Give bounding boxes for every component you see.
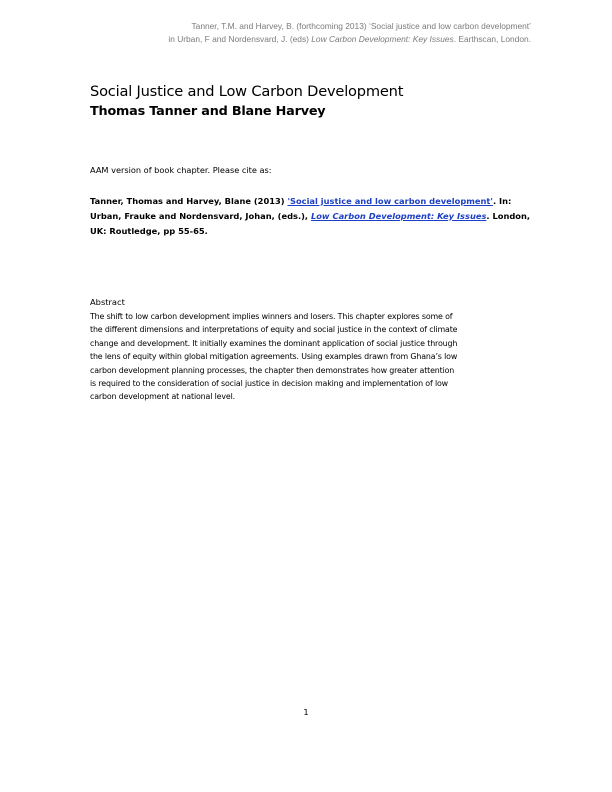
running-header	[168, 20, 531, 45]
abstract-line: is required to the consideration of social justice in decision making and implementation of low	[90, 379, 448, 389]
citation-in: . In:	[492, 196, 512, 206]
citation-line-1	[90, 194, 530, 209]
abstract-line: change and development. It initially examines the dominant application of social justice through	[90, 338, 458, 348]
cite-intro-text: AAM version of book chapter. Please cite as:	[90, 165, 272, 175]
running-header-line-2-suffix: . Earthscan, London.	[453, 33, 531, 44]
citation-line-2	[90, 209, 530, 224]
citation-line-3: UK: Routledge, pp 55-65.	[90, 225, 208, 236]
book-title-link[interactable]: Low Carbon Development: Key Issues	[310, 210, 487, 221]
document-authors: Thomas Tanner and Blane Harvey	[90, 104, 326, 119]
abstract-heading: Abstract	[90, 297, 125, 307]
citation-block	[90, 194, 530, 238]
running-header-line-2-prefix: in Urban, F and Nordensvard, J. (eds)	[168, 33, 312, 44]
chapter-title-link[interactable]: 'Social justice and low carbon development'	[287, 196, 493, 206]
citation-authors-year: Tanner, Thomas and Harvey, Blane (2013)	[90, 196, 288, 206]
running-header-line-1: Tanner, T.M. and Harvey, B. (forthcoming 2013) ‘Social justice and low carbon development’	[191, 21, 531, 31]
running-header-book-title: Low Carbon Development: Key Issues	[311, 33, 454, 44]
abstract-line: carbon development planning processes, the chapter then demonstrates how greater attention	[90, 365, 455, 375]
page-number: 1	[303, 707, 309, 717]
abstract-line: the different dimensions and interpretations of equity and social justice in the context of climate	[90, 325, 458, 335]
abstract-line: the lens of equity within global mitigation agreements. Using examples drawn from Ghana’s low	[90, 352, 458, 362]
abstract-body	[90, 310, 522, 404]
abstract-line: The shift to low carbon development implies winners and losers. This chapter explores some of	[90, 312, 453, 321]
running-header-line-2	[168, 33, 531, 46]
citation-editors: Urban, Frauke and Nordensvard, Johan, (eds.),	[90, 210, 311, 221]
citation-place: . London,	[486, 210, 531, 221]
document-title: Social Justice and Low Carbon Development	[90, 83, 404, 100]
abstract-line: carbon development at national level.	[90, 392, 235, 402]
